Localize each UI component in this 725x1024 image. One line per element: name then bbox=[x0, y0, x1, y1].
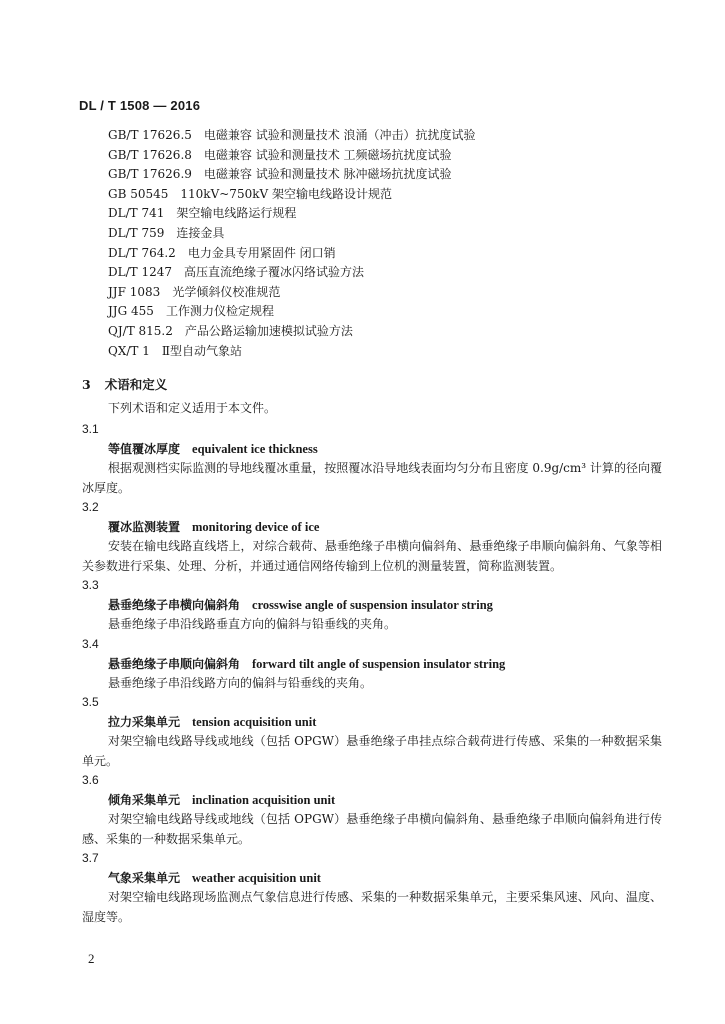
reference-item bbox=[108, 204, 476, 224]
reference-code: GB/T 17626.5 bbox=[108, 128, 192, 142]
reference-item bbox=[108, 146, 476, 166]
reference-code: GB/T 17626.9 bbox=[108, 167, 192, 182]
reference-item bbox=[108, 263, 476, 283]
term-entry bbox=[82, 420, 662, 498]
reference-title: Ⅱ型自动气象站 bbox=[161, 343, 243, 358]
reference-title: 工作测力仪检定规程 bbox=[165, 304, 274, 319]
term-number: 3.6 bbox=[82, 773, 99, 787]
term-entry bbox=[82, 498, 662, 576]
term-chinese: 悬垂绝缘子串顺向偏斜角 bbox=[108, 656, 241, 671]
reference-item bbox=[108, 165, 476, 185]
term-english: inclination acquisition unit bbox=[192, 793, 336, 807]
section-intro: 下列术语和定义适用于本文件。 bbox=[108, 401, 277, 415]
reference-title: 电力金具专用紧固件 闭口销 bbox=[187, 245, 336, 260]
reference-item bbox=[108, 302, 476, 322]
term-definition: 根据观测档实际监测的导地线覆冰重量，按照覆冰沿导地线表面均匀分布且密度 0.9g/cm³ 计算的径向覆冰厚度。 bbox=[82, 461, 662, 495]
normative-references-list bbox=[108, 126, 476, 361]
term-chinese: 覆冰监测装置 bbox=[108, 520, 181, 534]
reference-title: 高压直流绝缘子覆冰闪络试验方法 bbox=[184, 265, 365, 280]
reference-title: 产品公路运输加速模拟试验方法 bbox=[184, 323, 353, 338]
term-number: 3.3 bbox=[82, 578, 99, 592]
reference-title: 光学倾斜仪校准规范 bbox=[172, 284, 281, 299]
reference-code: DL/T 1247 bbox=[108, 265, 172, 280]
term-number: 3.5 bbox=[82, 695, 99, 709]
reference-code: GB/T 17626.8 bbox=[108, 147, 192, 162]
reference-item bbox=[108, 244, 476, 264]
term-entry bbox=[82, 771, 662, 849]
reference-title: 电磁兼容 试验和测量技术 脉冲磁场抗扰度试验 bbox=[203, 167, 452, 182]
reference-code: DL/T 764.2 bbox=[108, 245, 176, 260]
term-definition: 悬垂绝缘子串沿线路垂直方向的偏斜与铅垂线的夹角。 bbox=[108, 617, 397, 631]
term-english: crosswise angle of suspension insulator string bbox=[252, 598, 493, 612]
term-entry bbox=[82, 693, 662, 771]
term-title bbox=[82, 712, 662, 732]
reference-item bbox=[108, 342, 476, 362]
term-english: tension acquisition unit bbox=[192, 715, 317, 729]
term-chinese: 悬垂绝缘子串横向偏斜角 bbox=[108, 598, 241, 612]
terms-list bbox=[82, 420, 662, 927]
reference-code: QX/T 1 bbox=[108, 343, 150, 358]
term-chinese: 等值覆冰厚度 bbox=[108, 442, 181, 456]
term-title bbox=[82, 517, 662, 537]
term-number: 3.2 bbox=[82, 500, 99, 514]
term-number: 3.7 bbox=[82, 851, 99, 865]
reference-title: 连接金具 bbox=[176, 225, 225, 240]
reference-code: JJF 1083 bbox=[108, 284, 161, 299]
standard-header: DL / T 1508 — 2016 bbox=[79, 98, 201, 113]
reference-code: JJG 455 bbox=[108, 304, 154, 319]
term-entry bbox=[82, 635, 662, 694]
term-title bbox=[82, 790, 662, 810]
reference-item bbox=[108, 185, 476, 205]
term-title bbox=[82, 868, 662, 888]
reference-item bbox=[108, 224, 476, 244]
term-title bbox=[82, 439, 662, 459]
reference-code: QJ/T 815.2 bbox=[108, 323, 173, 338]
section-number: 3 bbox=[82, 377, 91, 392]
reference-title: 110kV~750kV 架空输电线路设计规范 bbox=[180, 186, 392, 201]
page-number: 2 bbox=[88, 951, 95, 966]
term-english: weather acquisition unit bbox=[192, 871, 321, 885]
reference-item bbox=[108, 283, 476, 303]
term-english: forward tilt angle of suspension insulator string bbox=[252, 656, 506, 671]
section-heading bbox=[82, 375, 167, 393]
term-definition: 对架空输电线路导线或地线（包括 OPGW）悬垂绝缘子串横向偏斜角、悬垂绝缘子串顺向偏斜角进行传感、采集的一种数据采集单元。 bbox=[82, 812, 662, 846]
term-chinese: 倾角采集单元 bbox=[108, 793, 181, 807]
reference-item bbox=[108, 322, 476, 342]
term-english: monitoring device of ice bbox=[192, 520, 320, 534]
term-english: equivalent ice thickness bbox=[192, 442, 318, 456]
term-entry bbox=[82, 576, 662, 635]
reference-item bbox=[108, 126, 476, 146]
term-definition: 安装在输电线路直线塔上，对综合载荷、悬垂绝缘子串横向偏斜角、悬垂绝缘子串顺向偏斜角、气象等相关参数进行采集、处理、分析，并通过通信网络传输到上位机的测量装置，简称监测装置。 bbox=[82, 539, 662, 573]
term-definition: 对架空输电线路导线或地线（包括 OPGW）悬垂绝缘子串挂点综合载荷进行传感、采集的一种数据采集单元。 bbox=[82, 734, 662, 768]
reference-code: GB 50545 bbox=[108, 186, 169, 201]
section-title: 术语和定义 bbox=[104, 377, 168, 392]
term-number: 3.1 bbox=[82, 422, 99, 436]
term-entry bbox=[82, 849, 662, 927]
term-title bbox=[82, 654, 662, 674]
reference-code: DL/T 741 bbox=[108, 206, 165, 221]
reference-title: 电磁兼容 试验和测量技术 浪涌（冲击）抗扰度试验 bbox=[203, 128, 476, 142]
term-definition: 对架空输电线路现场监测点气象信息进行传感、采集的一种数据采集单元，主要采集风速、风向、温度、湿度等。 bbox=[82, 890, 662, 924]
term-definition: 悬垂绝缘子串沿线路方向的偏斜与铅垂线的夹角。 bbox=[108, 675, 373, 690]
term-number: 3.4 bbox=[82, 636, 99, 651]
reference-code: DL/T 759 bbox=[108, 225, 165, 240]
term-title bbox=[82, 595, 662, 615]
reference-title: 架空输电线路运行规程 bbox=[176, 206, 297, 221]
term-chinese: 拉力采集单元 bbox=[108, 715, 181, 729]
term-chinese: 气象采集单元 bbox=[108, 871, 181, 885]
reference-title: 电磁兼容 试验和测量技术 工频磁场抗扰度试验 bbox=[203, 147, 452, 162]
